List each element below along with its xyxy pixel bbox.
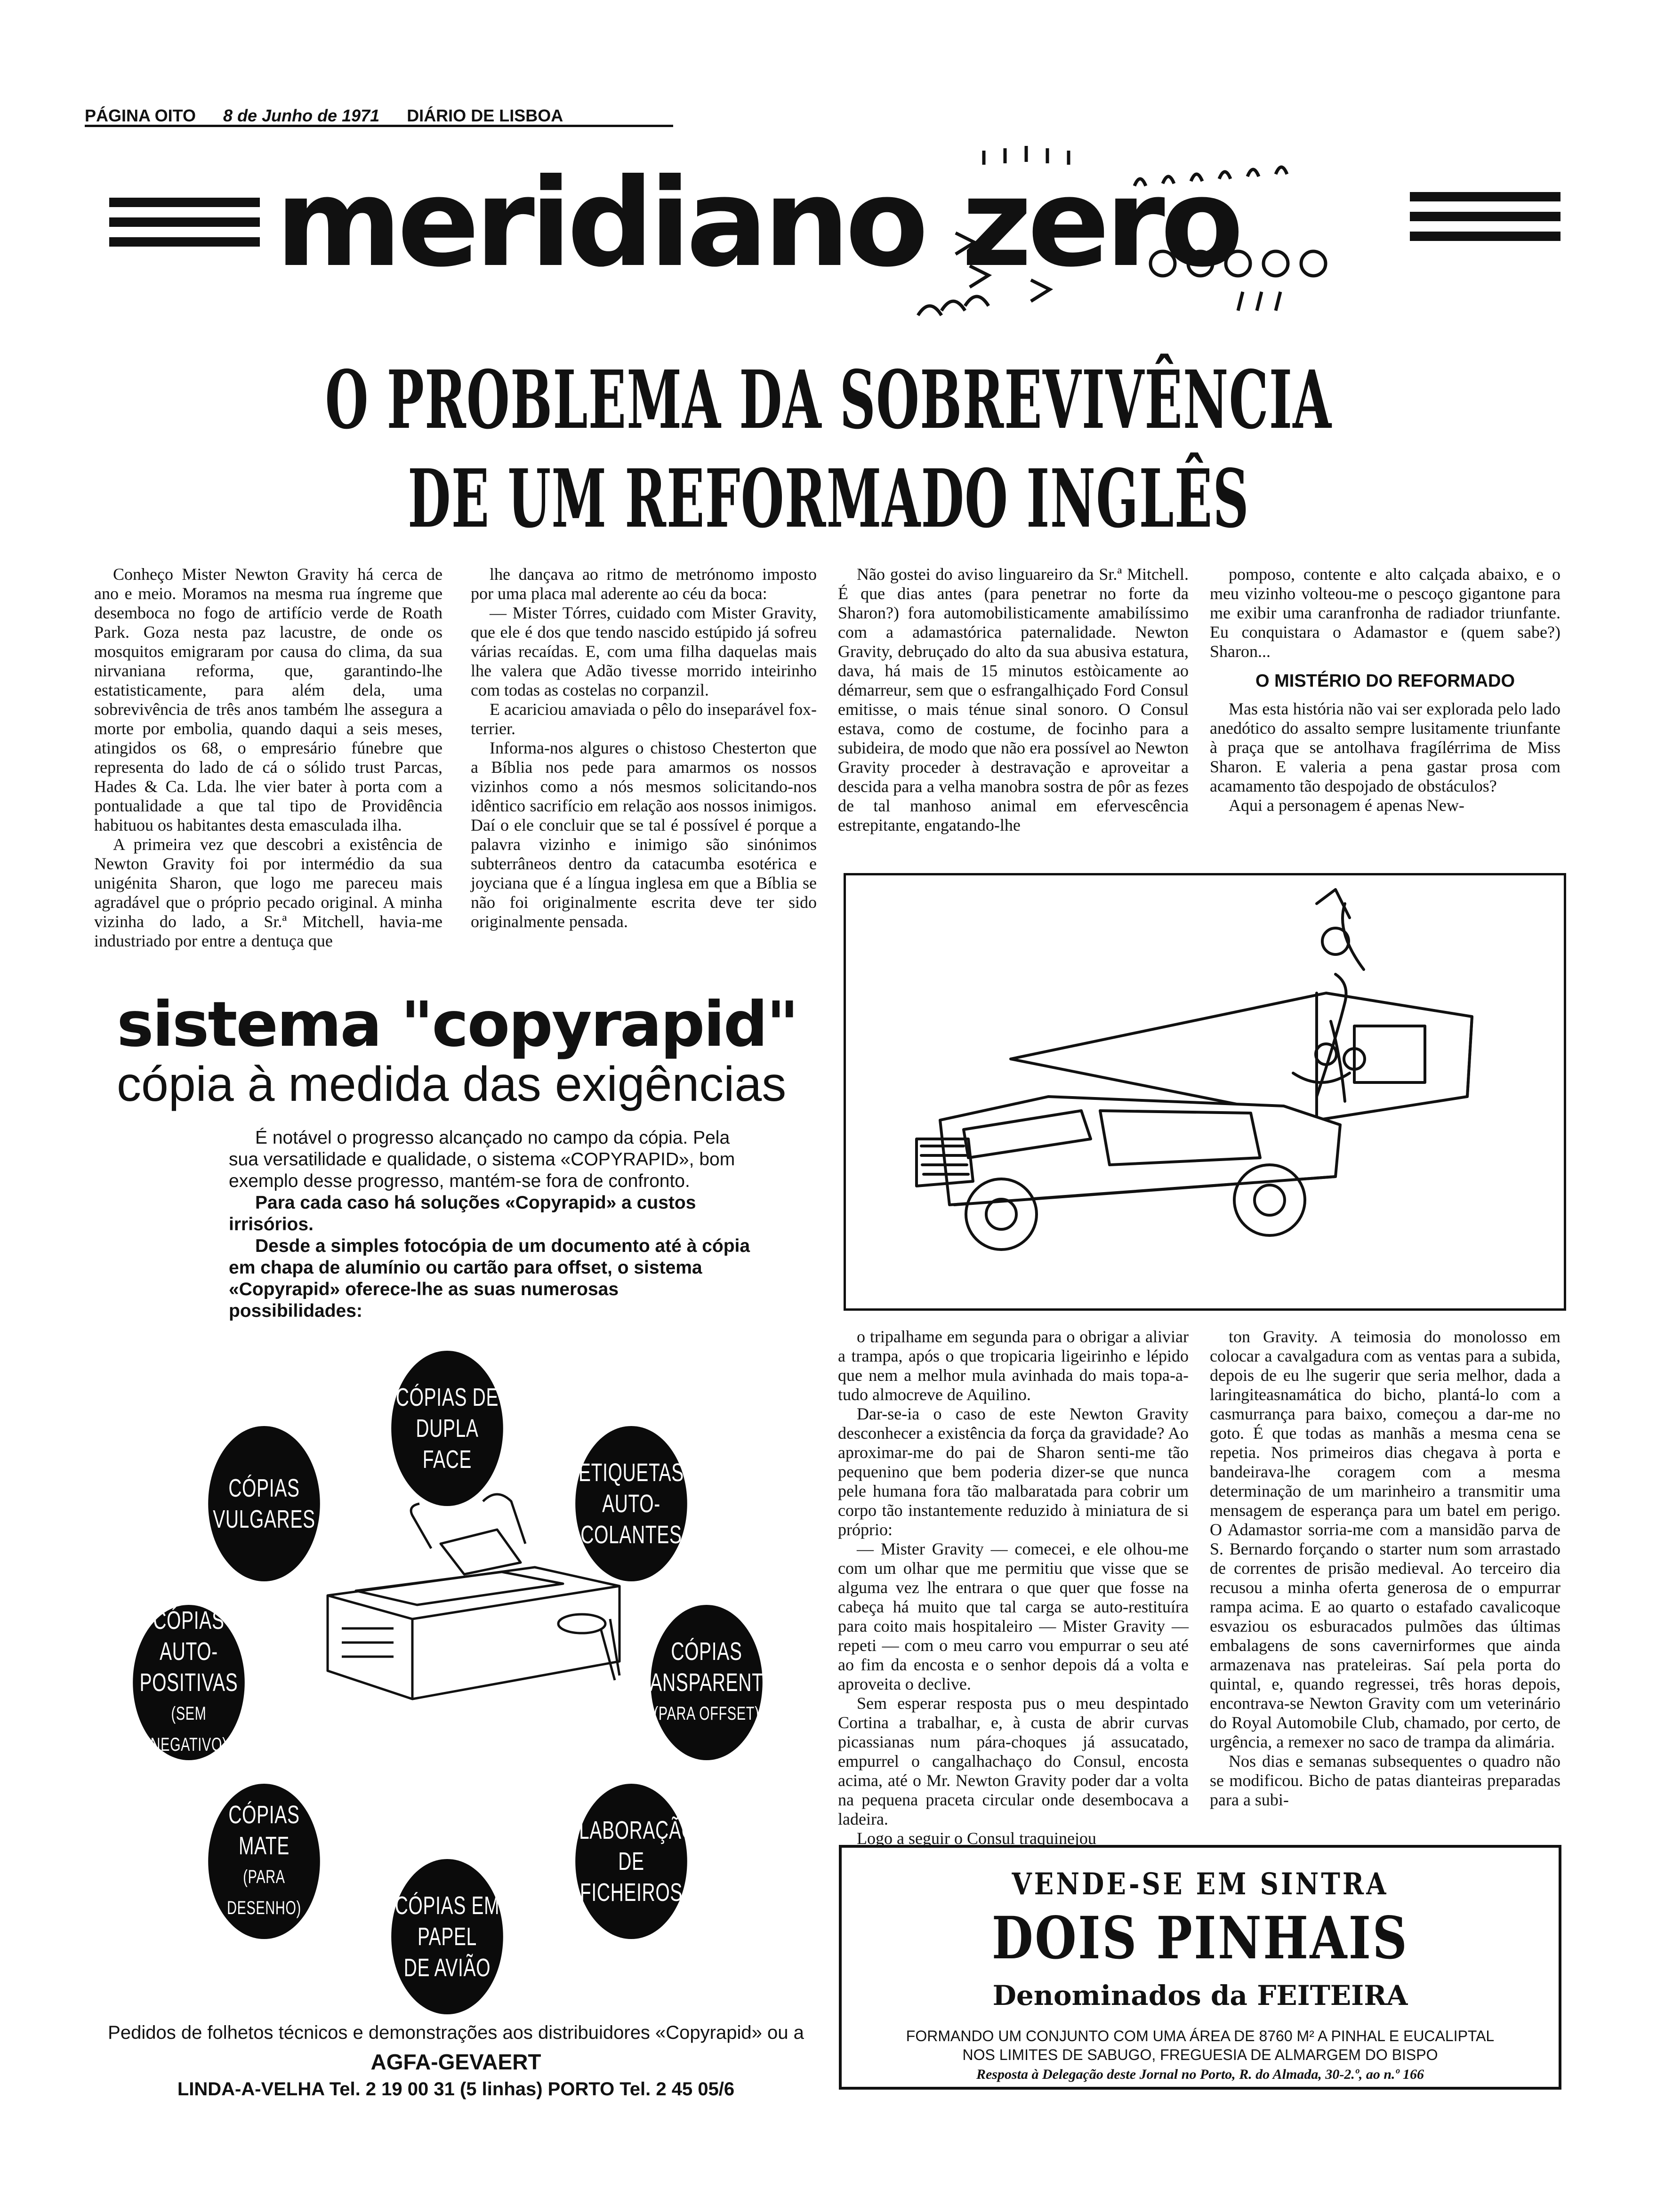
sintra-ad-description bbox=[842, 2027, 1559, 2064]
circle-line: TRANSPARENTES bbox=[625, 1668, 788, 1697]
sintra-ad-line-3: Denominados da FEITEIRA bbox=[992, 1980, 1408, 2012]
cartoon-car-illustration bbox=[844, 873, 1566, 1311]
paragraph: Logo a seguir o Consul traquinejou bbox=[857, 1829, 1096, 1848]
masthead-decoration-graphic bbox=[913, 136, 1384, 334]
article-column-4 bbox=[1210, 565, 1560, 847]
paragraph: Aqui a personagem é apenas New- bbox=[1229, 796, 1464, 815]
circle-line: CÓPIAS EM PAPEL bbox=[394, 1891, 500, 1951]
issue-date: 8 de Junho de 1971 bbox=[223, 106, 380, 125]
paragraph: ton Gravity. A teimosia do monolosso em colocar a cavalgadura com as ventas para a subida, depois de eu lhe sugerir que seria melhor, dada a laringiteasnamática do bicho, plantá-lo com a casmurrança para baixo, começou a dar-me no goto. É que todas as manhãs a mesma cena se repetia. Nos primeiros dias chegava à porta e bandeirava-lhe coragem com a mesma determinação de um marinheiro a transmitir uma mensagem de esperança para um batel em perigo. O Adamastor sorria-me com a mansidão parva de S. Bernardo forçando o starter num som arrastado de correntes de prisão medieval. Ao terceiro dia recusou a minha oferta generosa de o empurrar rampa acima. E ao quarto o estafado cavalicoque esvaziou os esburacados pulmões das últimas embalagens de sons cavernirformes que ainda armazenava nas prateleiras. Saí pela porta do quintal, e, quando regressei, três horas depois, encontrava-se Newton Gravity com um veterinário do Royal Automobile Club, chamado, por certo, de urgência, a remexer no saco de trampa da alimária. bbox=[1210, 1327, 1560, 1751]
article-column-1 bbox=[94, 565, 442, 955]
headline-line-2: DE UM REFORMADO INGLÊS bbox=[408, 452, 1249, 546]
paragraph: Informa-nos algures o chistoso Chesterton que a Bíblia nos pede para amarmos os nossos vizinhos como a nós mesmos solicitando-nos idêntico sacrifício em relação aos nossos inimigos. Daí o ele concluir que se tal é possível é porque a palavra vizinho e inimigo são sinónimos subterrâneos dentro da catacumba esotérica e joyciana que é a língua inglesa em que a Bíblia se não foi originalmente escrita deve ter sido originalmente pensada. bbox=[471, 738, 817, 931]
article-column-2 bbox=[471, 565, 817, 965]
article-column-5 bbox=[838, 1327, 1189, 1848]
circle-note: (PARA OFFSET) bbox=[653, 1703, 760, 1724]
paragraph: E acariciou amaviada o pêlo do inseparável fox-terrier. bbox=[471, 700, 817, 738]
ad-paragraph: Desde a simples fotocópia de um documento até à cópia em chapa de alumínio ou cartão para offset, o sistema «Copyrapid» oferece-lhe as suas numerosas possibilidades: bbox=[229, 1236, 750, 1321]
paragraph: o tripalhame em segunda para o obrigar a aliviar a trampa, após o que tropicaria ligeirinho e lépido que nem a melhor mula avinhada do mais topa-a-tudo almocreve de Aquilino. bbox=[838, 1327, 1189, 1404]
paragraph: lhe dançava ao ritmo de metrónomo imposto por uma placa mal aderente ao céu da boca: bbox=[471, 565, 817, 603]
paragraph: Conheço Mister Newton Gravity há cerca de ano e meio. Moramos na mesma rua íngreme que desemboca no fogo de artifício verde de Roath Park. Goza nesta paz lacustre, de onde os mosquitos emigraram por causa do clima, da sua nirvaniana reforma, que, garantindo-lhe estatisticamente, para além dela, uma sobrevivência de três anos também lhe assegura a morte por embolia, quando daqui a seis meses, atingidos os 68, o empresário fúnebre que representa do lado de cá o sólido trust Parcas, Hades & Ca. Lda. lhe vier bater à porta com a pontualidade a que tal tipo de Providência habituou os habitantes desta emasculada ilha. bbox=[94, 565, 442, 834]
paragraph: Dar-se-ia o caso de este Newton Gravity desconhecer a existência da força da gravidade? Ao aproximar-me do pai de Sharon senti-me tão pequenino que bem poderia dizer-se que nunca pele humana fora tão malbaratada para cobrir um corpo tão instantemente reduzido à miniatura de si próprio: bbox=[838, 1404, 1189, 1539]
circle-line: CÓPIAS bbox=[153, 1606, 225, 1635]
paragraph: — Mister Tórres, cuidado com Mister Gravity, que ele é dos que tendo nascido estúpido já sofreu várias recaídas. E, com uma filha daquelas mais lhe valera que Adão tivesse morrido inteirinho com todas as costelas no corpanzil. bbox=[471, 603, 817, 699]
circle-line: CÓPIAS bbox=[228, 1474, 300, 1502]
paragraph: Mas esta história não vai ser explorada pelo lado anedótico do assalto sempre lusitamente triunfante à praça que se antolhava fragílérrima de Miss Sharon. E valeria a pena gastar prosa com acamamento tão despojado de obstáculos? bbox=[1210, 699, 1560, 795]
newspaper-name: DIÁRIO DE LISBOA bbox=[407, 106, 563, 125]
sintra-ad-reply: Resposta à Delegação deste Jornal no Porto, R. do Almada, 30-2.º, ao n.º 166 bbox=[976, 2067, 1424, 2082]
circle-line: ETIQUETAS bbox=[579, 1459, 684, 1487]
ad-paragraph: É notável o progresso alcançado no campo da cópia. Pela sua versatilidade e qualidade, o sistema «COPYRAPID», bom exemplo desse progresso, mantém-se fora de confronto. bbox=[229, 1128, 735, 1191]
section-subheading: O MISTÉRIO DO REFORMADO bbox=[1255, 671, 1515, 691]
sintra-ad-title: DOIS PINHAIS bbox=[991, 1904, 1409, 1972]
sintra-ad-desc-line: NOS LIMITES DE SABUGO, FREGUESIA DE ALMARGEM DO BISPO bbox=[962, 2046, 1438, 2063]
paragraph: pomposo, contente e alto calçada abaixo, e o meu vizinho volteou-me o pescoço gigantone para me exibir uma caranfronha de radiador triunfante. Eu conquistara o Adamastor e (quem sabe?) Sharon... bbox=[1210, 565, 1560, 661]
circle-line: DE FICHEIROS bbox=[579, 1847, 683, 1907]
circle-line: AUTO-COLANTES bbox=[580, 1490, 682, 1549]
circle-line: CÓPIAS MATE bbox=[228, 1801, 300, 1860]
copy-machine-illustration bbox=[299, 1473, 638, 1727]
headline-line-1: O PROBLEMA DA SOBREVIVÊNCIA bbox=[325, 353, 1332, 447]
service-circle-ficheiros bbox=[566, 1784, 696, 1939]
ad-subtitle: cópia à medida das exigências bbox=[117, 1057, 787, 1112]
ad-title: sistema "copyrapid" bbox=[117, 988, 797, 1061]
circle-line: VULGARES bbox=[213, 1505, 315, 1533]
paragraph: Nos dias e semanas subsequentes o quadro não se modificou. Bicho de patas dianteiras preparadas para a subi- bbox=[1210, 1752, 1560, 1809]
ad-contacts: LINDA-A-VELHA Tel. 2 19 00 31 (5 linhas) PORTO Tel. 2 45 05/6 bbox=[177, 2079, 735, 2100]
ad-paragraph: Para cada caso há soluções «Copyrapid» a custos irrisórios. bbox=[229, 1193, 696, 1234]
circle-line: ELABORAÇÃO bbox=[566, 1816, 696, 1844]
circle-note: (PARA DESENHO) bbox=[227, 1867, 301, 1918]
circle-line: CÓPIAS bbox=[671, 1637, 742, 1666]
paragraph: Sem esperar resposta pus o meu despintado Cortina a trabalhar, e, à custa de abrir curvas picassianas num pára-choques já assucatado, empurrel o cangalhachaço do Consul, encosta acima, até o Mr. Newton Gravity poder dar a volta na pequena praceta circular onde desembocava a ladeira. bbox=[838, 1694, 1189, 1828]
section-masthead: meridiano zero bbox=[275, 152, 1239, 294]
paragraph: Não gostei do aviso linguareiro da Sr.ª Mitchell. É que dias antes (para penetrar no forte da Sharon?) fora automobilisticamente amabilíssimo com a adamastórica paternalidade. Newton Gravity, debruçado do alto da sua abusiva estatura, dava, há mais de 15 minutos estòicamente ao démarreur, sem que o esfrangalhiçado Ford Consul emitisse, o mais ténue sinal sonoro. O Consul estava, como de costume, de focinho para a subideira, de modo que não era possível ao Newton Gravity proceder à destravação e aproveitar a descida para a velha manobra sostra de pôr as fezes de tal manhoso animal em efervescência estrepitante, engatando-lhe bbox=[838, 565, 1189, 834]
service-circle-papel-aviao bbox=[391, 1859, 503, 2014]
service-circle-mate bbox=[208, 1784, 320, 1939]
ad-body-text bbox=[229, 1127, 751, 1322]
advertisement-sintra bbox=[839, 1845, 1561, 2090]
sintra-ad-line-1: VENDE-SE EM SINTRA bbox=[1012, 1867, 1389, 1902]
paragraph: A primeira vez que descobri a existência de Newton Gravity foi por intermédio da sua unigénita Sharon, que logo me pareceu mais agradável que o próprio pecado original. A minha vizinha do lado, a Sr.ª Mitchell, havia-me industriado por entre a dentuça que bbox=[94, 835, 442, 950]
service-circle-auto-positivas bbox=[133, 1605, 245, 1760]
circle-note: (SEM NEGATIVO) bbox=[150, 1703, 227, 1755]
circle-line: DE AVIÃO bbox=[403, 1954, 491, 1982]
ad-footer bbox=[92, 2021, 820, 2100]
ad-brand: AGFA-GEVAERT bbox=[370, 2050, 541, 2074]
paragraph: — Mister Gravity — comecei, e ele olhou-me com um olhar que me permitiu que visse que se alguma vez lhe entrara o que quer que fosse na cabeça há muito que tal carga se auto-restituíra para coito mais hospitaleiro — Mister Gravity — repeti — com o meu carro vou empurrar o seu até ao fim da encosta e o senhor depois dá a volta e aproveita o declive. bbox=[838, 1539, 1189, 1693]
advertisement-copyrapid bbox=[92, 979, 820, 2108]
article-column-3 bbox=[838, 565, 1189, 847]
circle-line: DUPLA FACE bbox=[416, 1414, 479, 1474]
circle-line: AUTO-POSITIVAS bbox=[139, 1637, 238, 1697]
service-circle-transparentes bbox=[625, 1605, 788, 1760]
masthead-bars-right bbox=[1410, 192, 1560, 241]
sintra-ad-desc-line: FORMANDO UM CONJUNTO COM UMA ÁREA DE 8760 M² A PINHAL E EUCALIPTAL bbox=[906, 2028, 1495, 2044]
circle-line: CÓPIAS DE bbox=[395, 1383, 499, 1411]
ad-footer-text: Pedidos de folhetos técnicos e demonstrações aos distribuidores «Copyrapid» ou a bbox=[108, 2022, 804, 2043]
page-label: PÁGINA OITO bbox=[85, 106, 196, 125]
article-column-6 bbox=[1210, 1327, 1560, 1817]
page-header bbox=[85, 106, 673, 127]
masthead-bars-left bbox=[109, 198, 260, 247]
